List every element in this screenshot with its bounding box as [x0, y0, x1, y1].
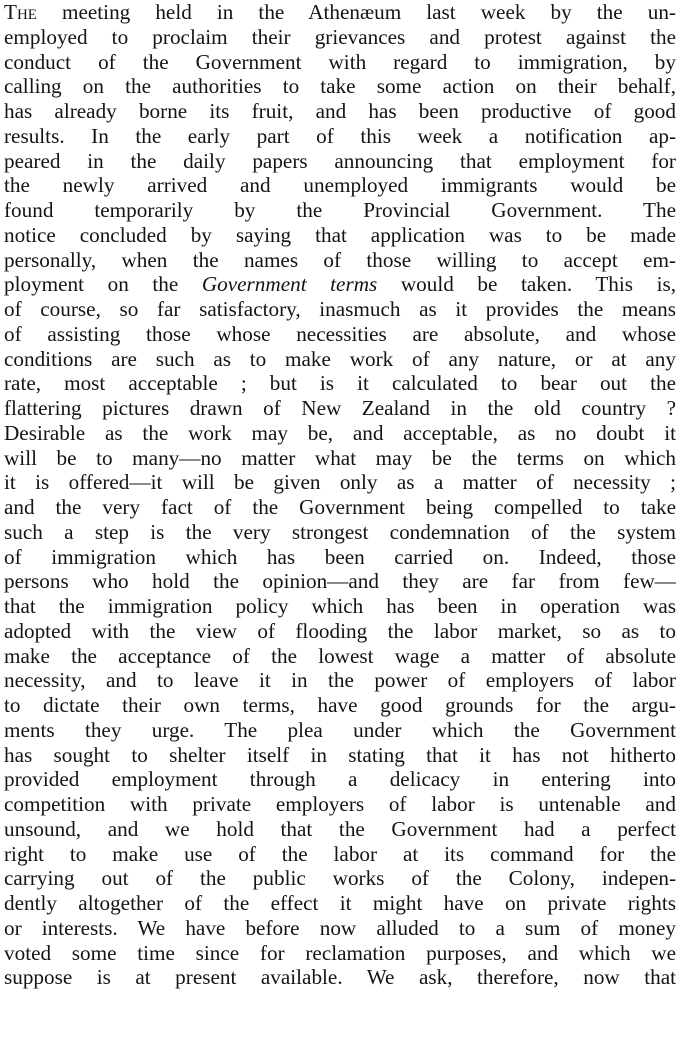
text-line-8: the newly arrived and unemployed immigrants would be — [4, 173, 676, 198]
text-line-12: ployment on the Government terms would be taken. This is, — [4, 272, 676, 297]
text-line-10: notice concluded by saying that application was to be made — [4, 222, 676, 247]
italic-phrase: Government terms — [201, 272, 378, 297]
text-line-2: employed to proclaim their grievances and protest against the — [4, 24, 676, 49]
text-line-37: dently altogether of the effect it might have on private rights — [4, 891, 676, 915]
text-line-4: calling on the authorities to take some action on their behalf, — [4, 74, 676, 99]
text-line-14: of assisting those whose necessities are absolute, and whose — [4, 321, 676, 346]
text-line-24: persons who hold the opinion—and they are far from few— — [4, 569, 676, 594]
text-line-23: of immigration which has been carried on. Indeed, those — [4, 544, 676, 569]
text-line-28: necessity, and to leave it in the power of employers of labor — [4, 668, 676, 693]
text-line-40: suppose is at present available. We ask, therefore, now that — [4, 965, 676, 990]
text-line-22: such a step is the very strongest condemnation of the system — [4, 519, 676, 544]
text-line-35: right to make use of the labor at its command for the — [4, 841, 676, 866]
text-line-5: has already borne its fruit, and has been productive of good — [4, 99, 676, 123]
text-line-31: has sought to shelter itself in stating that it has not hitherto — [4, 742, 676, 767]
text-line-7: peared in the daily papers announcing that employment for — [4, 148, 676, 173]
text-line-1: The meeting held in the Athenæum last week by the un- — [4, 0, 676, 24]
text-line-20: it is offered—it will be given only as a matter of necessity ; — [4, 470, 676, 495]
lead-word: The — [4, 0, 37, 24]
text-line-17: flattering pictures drawn of New Zealand in the old country ? — [4, 396, 676, 420]
text-line-38: or interests. We have before now alluded to a sum of money — [4, 915, 676, 940]
text-line-26: adopted with the view of flooding the labor market, so as to — [4, 618, 676, 643]
text-line-27: make the acceptance of the lowest wage a matter of absolute — [4, 643, 676, 668]
text-line-36: carrying out of the public works of the Colony, indepen- — [4, 866, 676, 891]
text-line-13: of course, so far satisfactory, inasmuch as it provides the means — [4, 297, 676, 321]
text-line-39: voted some time since for reclamation purposes, and which we — [4, 940, 676, 965]
text-line-34: unsound, and we hold that the Government had a perfect — [4, 816, 676, 841]
text-line-16: rate, most acceptable ; but is it calculated to bear out the — [4, 371, 676, 396]
text-line-11: personally, when the names of those willing to accept em- — [4, 247, 676, 272]
text-line-19: will be to many—no matter what may be the terms on which — [4, 445, 676, 470]
text-line-9: found temporarily by the Provincial Government. The — [4, 198, 676, 222]
text-line-21: and the very fact of the Government being compelled to take — [4, 495, 676, 519]
text-line-3: conduct of the Government with regard to immigration, by — [4, 49, 676, 74]
text-line-32: provided employment through a delicacy in entering into — [4, 767, 676, 792]
text-line-30: ments they urge. The plea under which the Government — [4, 717, 676, 742]
text-line-15: conditions are such as to make work of any nature, or at any — [4, 346, 676, 371]
text-line-18: Desirable as the work may be, and acceptable, as no doubt it — [4, 420, 676, 445]
text-line-29: to dictate their own terms, have good grounds for the argu- — [4, 693, 676, 717]
text-line-33: competition with private employers of labor is untenable and — [4, 792, 676, 816]
text-line-25: that the immigration policy which has been in operation was — [4, 594, 676, 618]
text-line-6: results. In the early part of this week a notification ap- — [4, 123, 676, 148]
